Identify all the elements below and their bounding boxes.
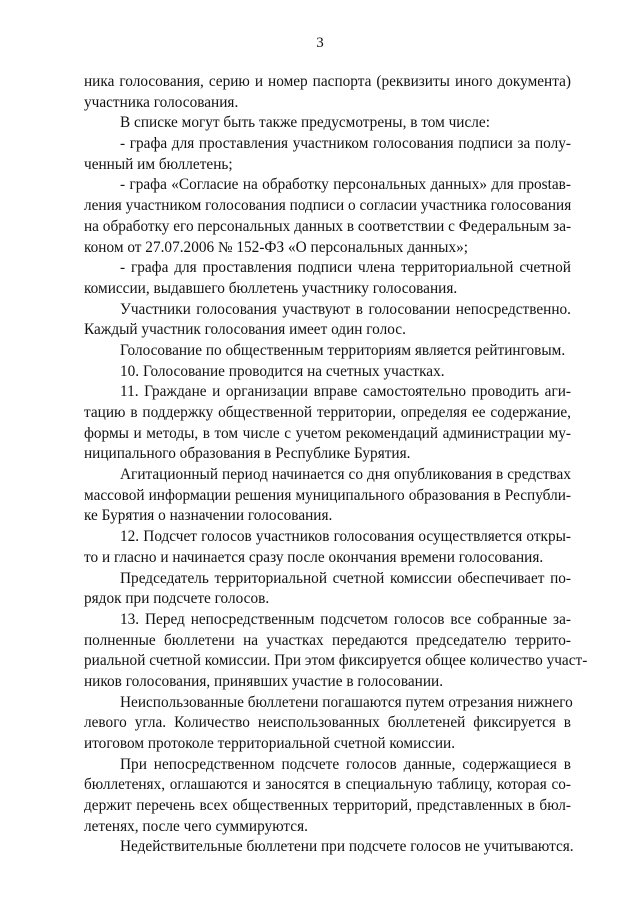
text-line: 11. Граждане и организации вправе самостоятельно проводить аги- [120,383,571,401]
text-line: 12. Подсчет голосов участников голосования осуществляется откры- [120,528,571,546]
text-line: Неиспользованные бюллетени погашаются путем отрезания нижнего [120,693,573,711]
text-line: комиссии, выдавшего бюллетень участнику голосования. [84,279,458,297]
text-line: - графа для проставления участником голосования подписи за полу- [120,135,571,153]
text-line: ченный им бюллетень; [84,155,233,173]
text-line: бюллетенях, оглашаются и заносятся в специальную таблицу, которая со- [84,776,571,794]
text-line: Агитационный период начинается со дня опубликования в средствах [120,466,571,484]
text-line: 13. Перед непосредственным подсчетом голосов все собранные за- [120,610,571,628]
text-line: ления участником голосования подписи о согласии участника голосования [84,197,572,215]
text-line: ника голосования, серию и номер паспорта (реквизиты иного документа) [84,73,571,90]
text-line: тацию в поддержку общественной территории, определяя ее содержание, [84,404,571,421]
text-line: ников голосования, принявших участие в голосовании. [84,672,444,690]
text-line: итоговом протоколе территориальной счетной комиссии. [84,735,456,752]
text-line: При непосредственном подсчете голосов данные, содержащиеся в [120,755,571,773]
text-line: Голосование по общественным территориям является рейтинговым. [120,341,566,359]
text-line: полненные бюллетени на участках передаются председателю террито- [84,631,571,649]
text-line: Недействительные бюллетени при подсчете голосов не учитываются. [120,838,574,856]
text-line: на обработку его персональных данных в соответствии с Федеральным за- [84,217,572,235]
text-line: 10. Голосование проводится на счетных участках. [120,362,445,380]
page-number: 3 [316,35,324,51]
text-line: массовой информации решения муниципального образования в Республи- [84,486,571,504]
text-line: левого угла. Количество неиспользованных бюллетеней фиксируется в [84,714,571,732]
text-line: Участники голосования участвуют в голосовании непосредственно. [120,300,571,318]
text-line: Председатель территориальной счетной комиссии обеспечивает по- [120,569,571,587]
text-line: участника голосования. [84,93,239,111]
text-line: летенях, после чего суммируются. [84,817,308,835]
document-body [84,72,588,858]
text-line: Каждый участник голосования имеет один голос. [84,321,406,339]
text-line: ке Бурятия о назначении голосования. [84,507,333,525]
text-line: ниципального образования в Республике Бурятия. [84,445,411,463]
text-line: то и гласно и начинается сразу после окончания времени голосования. [84,548,544,566]
text-line: коном от 27.07.2006 № 152-ФЗ «О персональных данных»; [84,238,469,256]
text-line: В списке могут быть также предусмотрены, в том числе: [120,114,490,132]
text-line: - графа «Согласие на обработку персональных данных» для проstав- [120,176,571,194]
text-line: риальной счетной комиссии. При этом фиксируется общее количество участ- [84,652,588,670]
text-line: - графа для проставления подписи члена территориальной счетной [120,259,571,277]
text-line: держит перечень всех общественных территорий, представленных в бюл- [84,797,571,815]
text-line: рядок при подсчете голосов. [84,590,270,608]
text-line: формы и методы, в том числе с учетом рекомендаций администрации му- [84,424,571,442]
